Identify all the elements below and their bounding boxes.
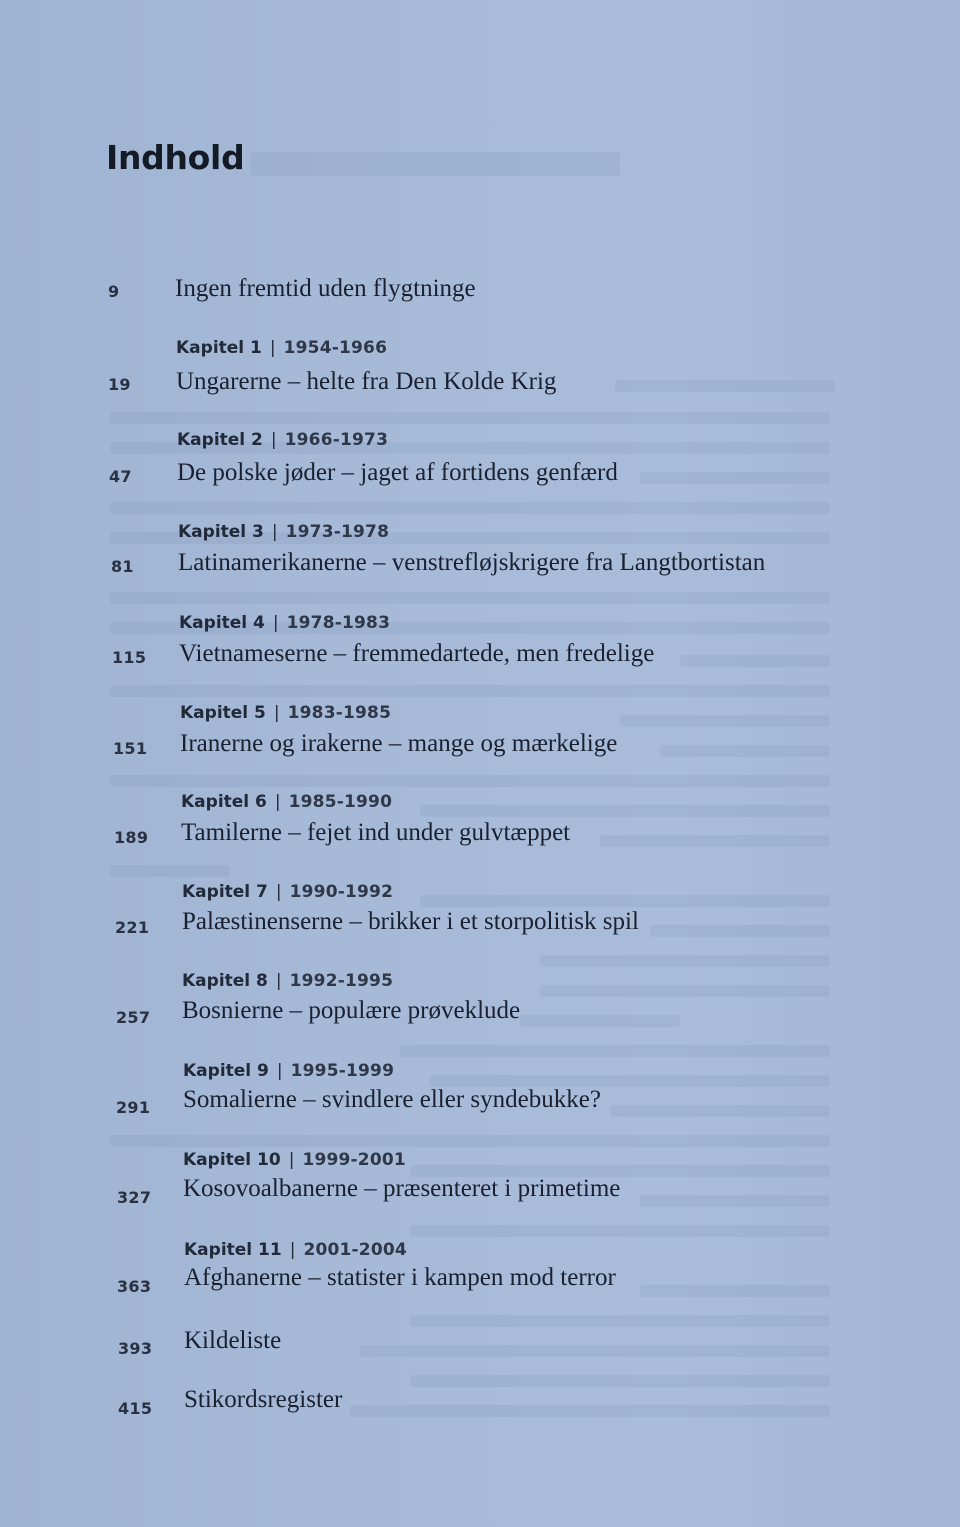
entry-title: Palæstinenserne – brikker i et storpolitisk spil bbox=[182, 908, 639, 935]
chapter-years: 1983-1985 bbox=[287, 703, 392, 723]
page-number: 19 bbox=[108, 375, 131, 394]
chapter-years: 1990-1992 bbox=[289, 882, 394, 902]
entry-title: De polske jøder – jaget af fortidens genfærd bbox=[177, 459, 618, 486]
chapter-label: Kapitel 3 bbox=[178, 522, 264, 542]
separator-bar: | bbox=[276, 1061, 283, 1081]
chapter-heading bbox=[180, 703, 391, 723]
chapter-years: 1978-1983 bbox=[286, 613, 391, 633]
chapter-years: 1999-2001 bbox=[302, 1150, 406, 1170]
separator-bar: | bbox=[289, 1240, 296, 1260]
separator-bar: | bbox=[270, 430, 277, 450]
entry-title: Bosnierne – populære prøveklude bbox=[182, 997, 521, 1024]
chapter-heading bbox=[178, 522, 389, 542]
page-number: 47 bbox=[109, 467, 132, 486]
page-number: 257 bbox=[116, 1008, 151, 1027]
chapter-heading bbox=[183, 1061, 394, 1081]
page-number: 221 bbox=[115, 918, 150, 937]
separator-bar: | bbox=[274, 792, 281, 812]
chapter-heading bbox=[182, 971, 393, 991]
chapter-label: Kapitel 6 bbox=[181, 792, 267, 812]
entry-title: Kildeliste bbox=[184, 1327, 282, 1354]
chapter-years: 1966-1973 bbox=[284, 430, 389, 450]
chapter-heading bbox=[183, 1150, 406, 1170]
chapter-years: 1973-1978 bbox=[285, 522, 390, 542]
chapter-years: 2001-2004 bbox=[303, 1240, 407, 1260]
chapter-years: 1995-1999 bbox=[290, 1061, 395, 1081]
page-number: 363 bbox=[117, 1277, 152, 1296]
chapter-label: Kapitel 7 bbox=[182, 882, 268, 902]
chapter-years: 1992-1995 bbox=[289, 971, 394, 991]
entry-title: Afghanerne – statister i kampen mod terror bbox=[184, 1264, 616, 1291]
separator-bar: | bbox=[269, 338, 276, 358]
entry-title: Ingen fremtid uden flygtninge bbox=[175, 275, 476, 302]
entry-title: Kosovoalbanerne – præsenteret i primetime bbox=[183, 1175, 621, 1202]
entry-title: Iranerne og irakerne – mange og mærkelige bbox=[180, 730, 618, 757]
chapter-heading bbox=[184, 1240, 407, 1260]
separator-bar: | bbox=[288, 1150, 295, 1170]
chapter-label: Kapitel 9 bbox=[183, 1061, 269, 1081]
entry-title: Tamilerne – fejet ind under gulvtæppet bbox=[181, 819, 571, 846]
separator-bar: | bbox=[273, 703, 280, 723]
entry-title: Vietnameserne – fremmedartede, men fredelige bbox=[179, 640, 655, 667]
chapter-heading bbox=[181, 792, 392, 812]
entry-title: Somalierne – svindlere eller syndebukke? bbox=[183, 1086, 601, 1113]
chapter-years: 1954-1966 bbox=[283, 338, 388, 358]
page-number: 415 bbox=[118, 1399, 153, 1418]
page-number: 393 bbox=[118, 1339, 153, 1358]
page-number: 327 bbox=[117, 1188, 152, 1207]
entry-title: Ungarerne – helte fra Den Kolde Krig bbox=[176, 368, 557, 395]
chapter-label: Kapitel 11 bbox=[184, 1240, 282, 1260]
entry-title: Stikordsregister bbox=[184, 1386, 343, 1413]
page-number: 115 bbox=[112, 648, 147, 667]
page-number: 291 bbox=[116, 1098, 151, 1117]
entry-title: Latinamerikanerne – venstrefløjskrigere fra Langtbortistan bbox=[178, 549, 766, 576]
separator-bar: | bbox=[271, 522, 278, 542]
page-number: 81 bbox=[111, 557, 134, 576]
chapter-label: Kapitel 2 bbox=[177, 430, 263, 450]
separator-bar: | bbox=[272, 613, 279, 633]
chapter-heading bbox=[177, 430, 388, 450]
chapter-label: Kapitel 4 bbox=[179, 613, 265, 633]
page-number: 151 bbox=[113, 739, 148, 758]
chapter-label: Kapitel 1 bbox=[176, 338, 262, 358]
chapter-label: Kapitel 8 bbox=[182, 971, 268, 991]
chapter-heading bbox=[179, 613, 390, 633]
chapter-heading bbox=[176, 338, 387, 358]
chapter-heading bbox=[182, 882, 393, 902]
chapter-label: Kapitel 5 bbox=[180, 703, 266, 723]
chapter-label: Kapitel 10 bbox=[183, 1150, 281, 1170]
page-title: Indhold bbox=[106, 138, 245, 177]
separator-bar: | bbox=[275, 882, 282, 902]
chapter-years: 1985-1990 bbox=[288, 792, 393, 812]
page-number: 189 bbox=[114, 828, 149, 847]
page-number: 9 bbox=[108, 282, 120, 301]
separator-bar: | bbox=[275, 971, 282, 991]
